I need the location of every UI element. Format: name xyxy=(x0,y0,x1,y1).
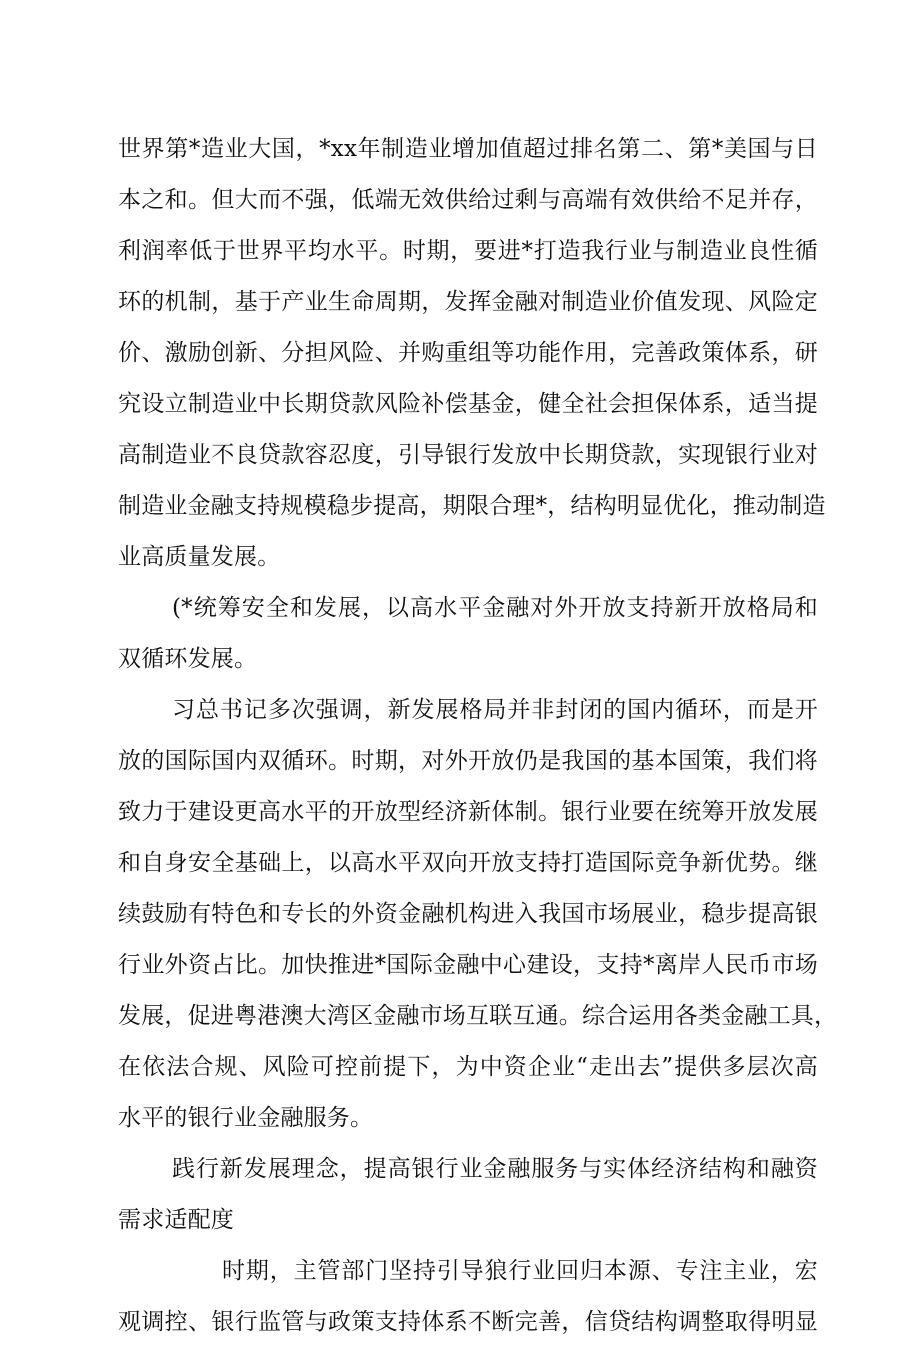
text-line: 环的机制，基于产业生命周期，发挥金融对制造业价值发现、风险定 xyxy=(118,289,818,315)
text-line: 业高质量发展。 xyxy=(118,544,281,570)
text-line: 本之和。但大而不强，低端无效供给过剩与高端有效供给不足并存， xyxy=(118,187,818,213)
text-line: 究设立制造业中长期贷款风险补偿基金，健全社会担保体系，适当提 xyxy=(118,391,818,417)
text-line: 价、激励创新、分担风险、并购重组等功能作用，完善政策体系，研 xyxy=(118,340,818,366)
text-line: 行业外资占比。加快推进*国际金融中心建设，支持*离岸人民币市场 xyxy=(118,952,818,978)
section-heading-line: 双循环发展。 xyxy=(118,646,258,672)
text-line: 发展，促进粤港澳大湾区金融市场互联互通。综合运用各类金融工具， xyxy=(118,1003,838,1029)
section-heading-line: 需求适配度 xyxy=(118,1207,234,1233)
section-heading-line: 践行新发展理念，提高银行业金融服务与实体经济结构和融资 xyxy=(172,1156,818,1182)
text-line: 利润率低于世界平均水平。时期，要进*打造我行业与制造业良性循 xyxy=(118,238,818,264)
text-line: 观调控、银行监管与政策支持体系不断完善，信贷结构调整取得明显 xyxy=(118,1309,818,1335)
text-line: 和自身安全基础上，以高水平双向开放支持打造国际竞争新优势。继 xyxy=(118,850,818,876)
text-line: 在依法合规、风险可控前提下，为中资企业“走出去”提供多层次高 xyxy=(118,1054,818,1080)
section-heading-line: (*统筹安全和发展，以高水平金融对外开放支持新开放格局和 xyxy=(172,595,818,621)
text-line: 放的国际国内双循环。时期，对外开放仍是我国的基本国策，我们将 xyxy=(118,748,818,774)
text-line: 水平的银行业金融服务。 xyxy=(118,1105,374,1131)
text-line: 续鼓励有特色和专长的外资金融机构进入我国市场展业，稳步提高银 xyxy=(118,901,818,927)
text-line: 制造业金融支持规模稳步提高，期限合理*，结构明显优化，推动制造 xyxy=(118,493,826,519)
text-line: 习总书记多次强调，新发展格局并非封闭的国内循环，而是开 xyxy=(172,697,818,723)
text-line: 致力于建设更高水平的开放型经济新体制。银行业要在统筹开放发展 xyxy=(118,799,818,825)
text-line: 世界第*造业大国，*xx年制造业增加值超过排名第二、第*美国与日 xyxy=(118,136,818,162)
text-line: 时期，主管部门坚持引导狼行业回归本源、专注主业，宏 xyxy=(222,1258,818,1284)
text-line: 高制造业不良贷款容忍度，引导银行发放中长期贷款，实现银行业对 xyxy=(118,442,818,468)
